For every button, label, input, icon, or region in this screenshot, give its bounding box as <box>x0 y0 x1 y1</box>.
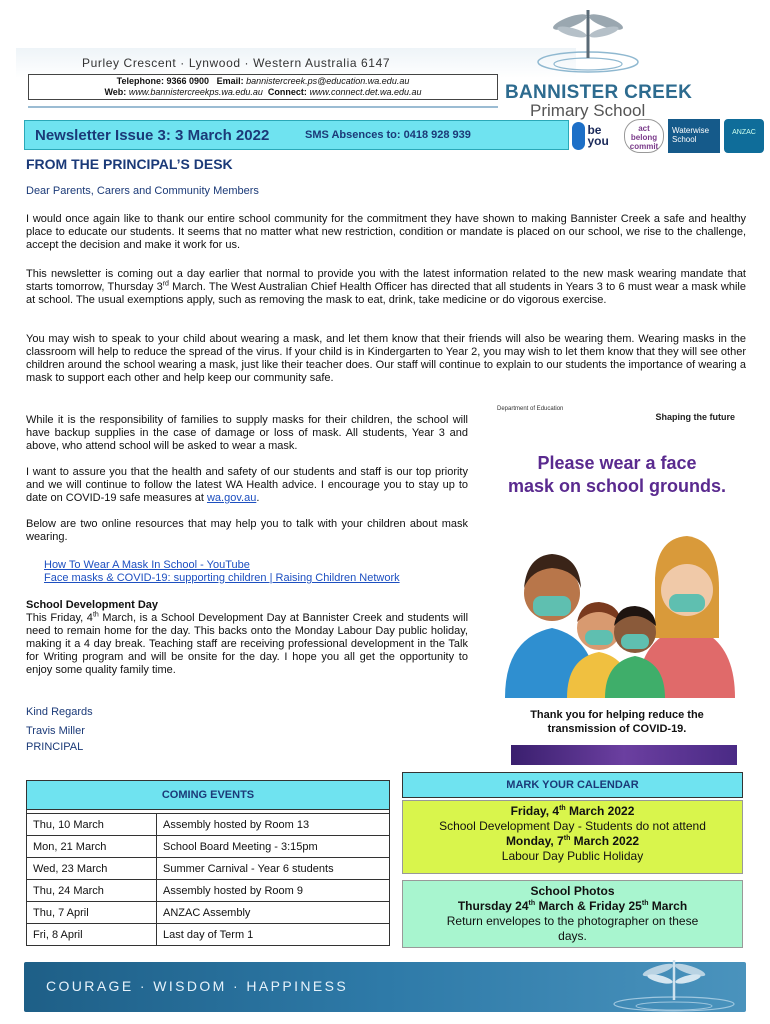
photos-dates-a: Thursday 24 <box>457 899 529 913</box>
cal-date-2-sup: th <box>563 835 571 842</box>
paragraph-4: While it is the responsibility of families to supply masks for their children, the school will have backup supplies in the case of damage or loss of mask. All students, Year 3 and above, who attend school will be asked to wear a mask. <box>26 414 468 452</box>
footer-dragonfly-icon <box>574 952 744 1012</box>
cal-date-1-b: March 2022 <box>565 804 635 818</box>
calendar-box-holidays <box>402 800 743 874</box>
calendar-box-photos <box>402 880 743 948</box>
table-row <box>27 836 390 858</box>
sdd-b: March, is a School Development Day at Bannister Creek and students will need to remain home for the day. This backs onto the Monday Labour Day public holiday, making it a 4 day break. Teaching staff are receiving professional development in the Talk for Writing program and will be onsite for the day. I hope you all get the opportunity to enjoy some quality family time. <box>26 612 469 676</box>
paragraph-2 <box>26 268 746 307</box>
sdd-title: School Development Day <box>26 599 159 611</box>
calendar-date-1 <box>403 804 742 819</box>
footer-banner <box>24 962 746 1012</box>
web-label: Web: <box>104 87 127 97</box>
paragraph-5-a: I want to assure you that the health and safety of our students and staff is our top priority and we will continue to follow the latest WA Health advice. I encourage you to stay up to date on COVID-19 safe measures at <box>26 466 468 504</box>
calendar-note-1: School Development Day - Students do not attend <box>439 819 706 833</box>
photos-dates-c: March <box>648 899 688 913</box>
beyou-logo <box>572 119 620 153</box>
principal-name: Travis Miller <box>26 725 85 737</box>
event-date: Thu, 10 March <box>27 814 157 836</box>
paragraph-2-b: March. The West Australian Chief Health Officer has directed that all students in Years 3 to 6 must wear a mask while at school. The usual exemptions apply, such as removing the mask to eat, drink, take medicine or do vigorous exercise. <box>26 281 746 306</box>
photos-dates-b: March & Friday 25 <box>535 899 642 913</box>
calendar-date-2 <box>403 834 742 849</box>
school-subtitle: Primary School <box>530 101 646 120</box>
photos-dates-sup1: th <box>528 900 536 907</box>
web-address[interactable]: www.bannistercreekps.wa.edu.au <box>128 87 263 97</box>
calendar-heading: MARK YOUR CALENDAR <box>402 772 743 798</box>
paragraph-2-a: This newsletter is coming out a day earlier that normal to provide you with the latest information related to the new mask wearing mandate that starts tomorrow, Thursday 3 <box>26 268 746 293</box>
paragraph-5-b: . <box>256 492 260 504</box>
event-description: Summer Carnival - Year 6 students <box>157 858 390 880</box>
sdd-paragraph <box>26 612 468 677</box>
section-heading-principal: FROM THE PRINCIPAL’S DESK <box>26 156 233 172</box>
connect-address[interactable]: www.connect.det.wa.edu.au <box>309 87 422 97</box>
table-row <box>27 924 390 946</box>
event-description: Last day of Term 1 <box>157 924 390 946</box>
beyou-mark-icon <box>572 122 585 150</box>
table-row <box>27 858 390 880</box>
event-description: School Board Meeting - 3:15pm <box>157 836 390 858</box>
event-description: Assembly hosted by Room 13 <box>157 814 390 836</box>
partner-logos <box>572 118 764 154</box>
paragraph-6: Below are two online resources that may help you to talk with your children about mask wearing. <box>26 518 468 543</box>
issue-title: Newsletter Issue 3: 3 March 2022 <box>35 126 270 144</box>
family-masks-illustration-icon <box>497 518 737 698</box>
youtube-link[interactable]: How To Wear A Mask In School - YouTube <box>44 559 250 571</box>
paragraph-1: I would once again like to thank our entire school community for the commitment they have shown to making Bannister Creek a safe and healthy place to educate our students. It seems that no matter what new restriction, condition or mandate is placed on our school, we rise to the challenge, accept the decision and make it work for us. <box>26 213 746 251</box>
wa-gov-link[interactable]: wa.gov.au <box>206 492 257 504</box>
telephone-number: 9366 0900 <box>166 76 210 86</box>
event-date: Mon, 21 March <box>27 836 157 858</box>
events-table <box>26 813 390 946</box>
cal-date-2-b: March 2022 <box>570 834 640 848</box>
table-row <box>27 880 390 902</box>
poster-heading <box>483 452 751 498</box>
email-address[interactable]: bannistercreek.ps@education.wa.edu.au <box>246 76 410 86</box>
event-date: Fri, 8 April <box>27 924 157 946</box>
connect-label: Connect: <box>267 87 307 97</box>
closing: Kind Regards <box>26 706 93 718</box>
issue-bar <box>24 120 569 150</box>
header-divider <box>28 106 498 108</box>
calendar-photos-note: Return envelopes to the photographer on these days. <box>446 914 699 943</box>
poster-heading-1: Please wear a face <box>537 453 697 473</box>
calendar-note-2: Labour Day Public Holiday <box>501 849 644 863</box>
resource-links <box>44 559 474 585</box>
event-date: Wed, 23 March <box>27 858 157 880</box>
event-description: Assembly hosted by Room 9 <box>157 880 390 902</box>
anzac-logo: ANZAC <box>724 119 764 153</box>
waterwise-logo: Waterwise School <box>668 119 720 153</box>
calendar-photos-title: School Photos <box>530 884 615 898</box>
paragraph-5 <box>26 466 468 505</box>
telephone-label: Telephone: <box>116 76 164 86</box>
event-date: Thu, 7 April <box>27 902 157 924</box>
sdd-a: This Friday, 4 <box>26 612 93 624</box>
email-label: Email: <box>216 76 244 86</box>
coming-events <box>26 780 390 946</box>
education-crest: Department of Education <box>497 406 564 412</box>
mask-poster <box>483 400 751 765</box>
school-motto: COURAGE · WISDOM · HAPPINESS <box>46 978 349 994</box>
table-row <box>27 902 390 924</box>
sign-off <box>26 704 226 755</box>
act-belong-commit-logo: act belong commit <box>624 119 664 153</box>
sms-absences: SMS Absences to: 0418 928 939 <box>305 129 471 141</box>
paragraph-2-sup: rd <box>162 280 169 288</box>
table-row <box>27 814 390 836</box>
poster-thanks-1: Thank you for helping reduce the <box>530 709 704 721</box>
contact-box <box>28 74 498 100</box>
raising-children-link[interactable]: Face masks & COVID-19: supporting children | Raising Children Network <box>44 572 400 584</box>
coming-events-heading: COMING EVENTS <box>26 780 390 810</box>
salutation: Dear Parents, Carers and Community Members <box>26 185 259 197</box>
sdd-sup: th <box>92 611 99 619</box>
poster-footer-bar <box>511 745 737 765</box>
cal-date-1-a: Friday, 4 <box>510 804 560 818</box>
event-date: Thu, 24 March <box>27 880 157 902</box>
dragonfly-logo-icon <box>528 2 648 80</box>
beyou-text: be you <box>587 123 609 148</box>
poster-heading-2: mask on school grounds. <box>507 476 727 496</box>
paragraph-3: You may wish to speak to your child about wearing a mask, and let them know that their friends will also be wearing them. Wearing masks in the classroom will help to reduce the spread of the virus. If your child is in Kindergarten to Year 2, you may wish to let them know that they will see other children around the school wearing a mask, just like their teacher does. Our staff will continue to explain to our students the importance of wearing a mask to support each other and help keep our community safe. <box>26 333 746 384</box>
poster-thanks <box>483 708 751 736</box>
poster-tagline: Shaping the future <box>655 412 735 422</box>
poster-thanks-2: transmission of COVID-19. <box>547 723 687 735</box>
principal-role: PRINCIPAL <box>26 741 84 753</box>
school-name: BANNISTER CREEK <box>505 82 693 103</box>
cal-date-1-sup: th <box>559 805 566 812</box>
cal-date-2-a: Monday, 7 <box>505 834 564 848</box>
calendar-photos-dates <box>403 899 742 914</box>
school-address: Purley Crescent · Lynwood · Western Australia 6147 <box>82 56 391 70</box>
photos-dates-sup2: th <box>641 900 649 907</box>
event-description: ANZAC Assembly <box>157 902 390 924</box>
